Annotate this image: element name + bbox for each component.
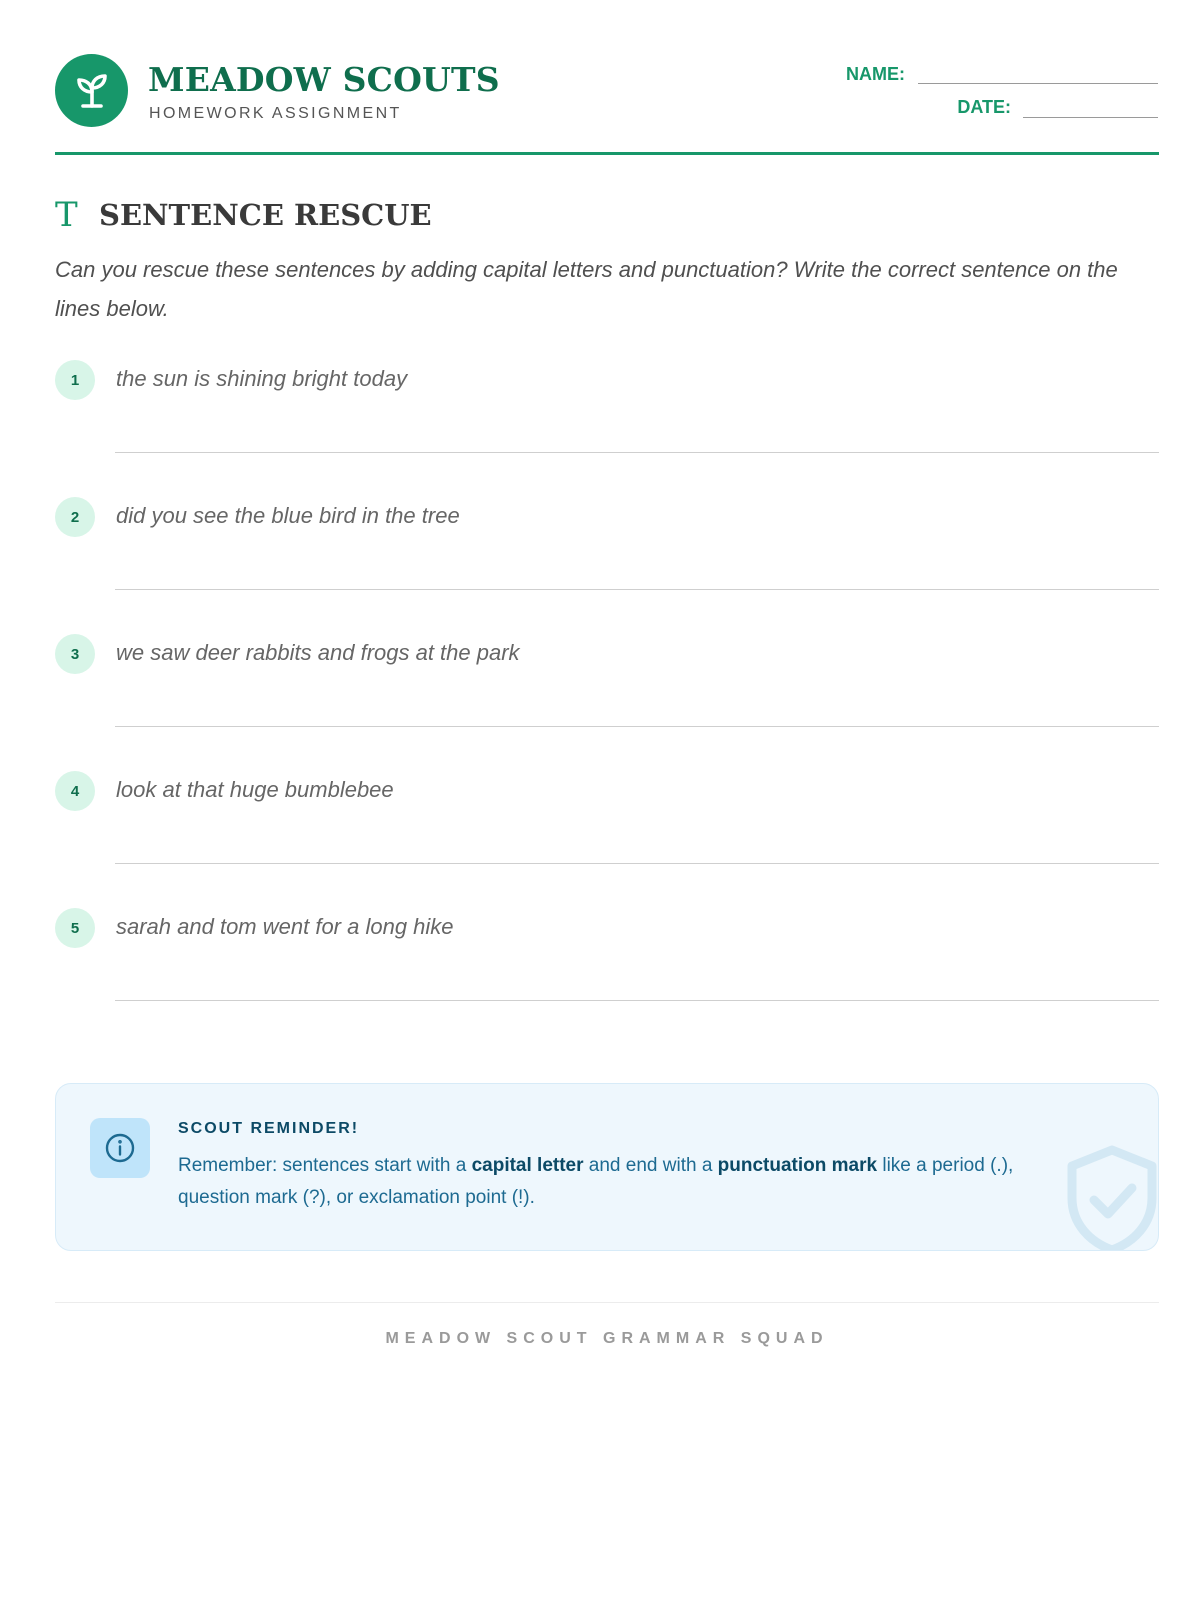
item-number-badge: 3 bbox=[55, 634, 95, 674]
worksheet-page bbox=[55, 0, 1159, 1347]
info-icon bbox=[90, 1118, 150, 1178]
reminder-text-part: and end with a bbox=[583, 1155, 718, 1176]
section-heading bbox=[55, 195, 432, 235]
item-sentence: the sun is shining bright today bbox=[116, 366, 408, 391]
scout-reminder-box bbox=[55, 1083, 1159, 1251]
answer-line[interactable] bbox=[115, 726, 1159, 727]
text-icon: T bbox=[55, 195, 78, 235]
reminder-text-part: Remember: sentences start with a bbox=[178, 1155, 472, 1176]
shield-check-icon bbox=[1062, 1144, 1159, 1251]
item-sentence: we saw deer rabbits and frogs at the park bbox=[116, 640, 520, 665]
exercise-item bbox=[55, 360, 1159, 460]
reminder-bold-capital-letter: capital letter bbox=[471, 1155, 584, 1176]
header bbox=[55, 0, 1159, 155]
answer-line[interactable] bbox=[115, 863, 1159, 864]
exercise-item bbox=[55, 771, 1159, 871]
sprout-icon bbox=[55, 54, 128, 127]
item-number-badge: 1 bbox=[55, 360, 95, 400]
answer-line[interactable] bbox=[115, 452, 1159, 453]
answer-line[interactable] bbox=[115, 589, 1159, 590]
exercise-item bbox=[55, 908, 1159, 1008]
date-label: DATE: bbox=[957, 97, 1011, 117]
item-sentence: did you see the blue bird in the tree bbox=[116, 503, 460, 528]
reminder-text-part: like a period (.), question mark (?), or exclamation point (!). bbox=[178, 1155, 1014, 1208]
answer-line[interactable] bbox=[115, 1000, 1159, 1001]
name-field[interactable] bbox=[918, 83, 1158, 84]
item-sentence: look at that huge bumblebee bbox=[116, 777, 394, 802]
brand-title: MEADOW SCOUTS bbox=[148, 60, 500, 99]
name-label: NAME: bbox=[846, 64, 905, 84]
item-sentence: sarah and tom went for a long hike bbox=[116, 914, 454, 939]
item-number-badge: 4 bbox=[55, 771, 95, 811]
reminder-bold-punctuation-mark: punctuation mark bbox=[717, 1155, 878, 1176]
exercise-item bbox=[55, 497, 1159, 597]
item-number-badge: 2 bbox=[55, 497, 95, 537]
section-title: SENTENCE RESCUE bbox=[99, 198, 432, 232]
instructions: Can you rescue these sentences by adding capital letters and punctuation? Write the correct sentence on the lines below. bbox=[55, 257, 1118, 321]
brand-subtitle: HOMEWORK ASSIGNMENT bbox=[149, 105, 402, 122]
date-field[interactable] bbox=[1023, 117, 1158, 118]
exercise-item bbox=[55, 634, 1159, 734]
footer-divider bbox=[55, 1302, 1159, 1303]
reminder-title: SCOUT REMINDER! bbox=[178, 1120, 360, 1137]
item-number-badge: 5 bbox=[55, 908, 95, 948]
footer-text: MEADOW SCOUT GRAMMAR SQUAD bbox=[385, 1330, 829, 1347]
reminder-text bbox=[178, 1150, 1068, 1214]
